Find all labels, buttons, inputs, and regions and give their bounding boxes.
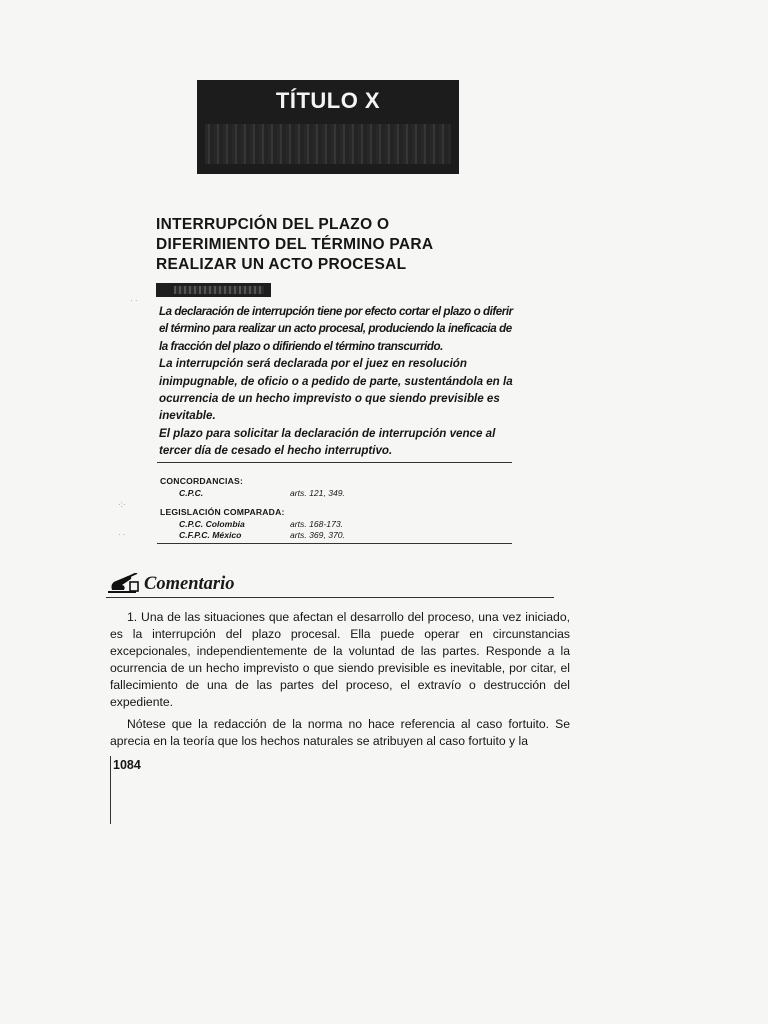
reference-row <box>160 530 510 541</box>
reference-row <box>160 488 510 499</box>
title-subtitle-illegible <box>205 124 451 164</box>
references-block <box>160 474 510 541</box>
divider-top <box>157 462 512 463</box>
heading-line: DIFERIMIENTO DEL TÉRMINO PARA <box>156 236 434 253</box>
chapter-heading <box>156 215 516 275</box>
article-number-illegible <box>174 286 264 294</box>
reference-code: C.P.C. <box>179 488 204 498</box>
comentario-underline <box>106 597 554 598</box>
title-block <box>197 80 459 174</box>
heading-line: REALIZAR UN ACTO PROCESAL <box>156 256 407 273</box>
reference-code: C.F.P.C. México <box>179 530 242 540</box>
writing-hand-icon <box>106 573 140 595</box>
reference-arts: arts. 168-173. <box>290 519 344 529</box>
title-text: TÍTULO X <box>275 88 381 113</box>
reference-arts: arts. 121, 349. <box>290 488 345 498</box>
article-number-bar <box>156 283 271 297</box>
commentary-paragraph: Nótese que la redacción de la norma no hace referencia al caso fortuito. Se aprecia en la teoría que los hechos naturales se atribuyen al caso fortuito y la <box>110 716 570 748</box>
concordancias-label: CONCORDANCIAS: <box>160 476 244 486</box>
reference-arts: arts. 369, 370. <box>290 530 345 540</box>
page-number-rule <box>110 756 111 824</box>
scan-artifact: · · <box>118 530 126 539</box>
page-number: 1084 <box>113 758 141 772</box>
reference-code: C.P.C. Colombia <box>179 519 245 529</box>
comentario-heading <box>106 572 554 598</box>
article-paragraph: La declaración de interrupción tiene por efecto cortar el plazo o diferir el término para realizar un acto procesal, produciendo la ineficacia de la fracción del plazo o difiriendo el término transcurrido. <box>159 305 513 353</box>
article-paragraph: El plazo para solicitar la declaración de interrupción vence al tercer día de cesado el hecho interruptivo. <box>159 426 496 458</box>
commentary-paragraph: 1. Una de las situaciones que afectan el desarrollo del proceso, una vez iniciado, es la interrupción del plazo procesal. Ella puede operar en circunstancias excepcionales, independientemente de la voluntad de las partes. Responde a la ocurrencia de un hecho imprevisto o que siendo previsible es inevitable, por citar, el fallecimiento de una de las partes del proceso, el extravío o destrucción del expediente. <box>110 610 570 710</box>
scan-artifact: · · <box>130 296 138 305</box>
divider-bottom <box>157 543 512 544</box>
article-paragraph: La interrupción será declarada por el juez en resolución inimpugnable, de oficio o a pedido de parte, sustentándola en la ocurrencia de un hecho imprevisto o que siendo previsible es inevitable. <box>159 357 513 423</box>
heading-line: INTERRUPCIÓN DEL PLAZO O <box>156 216 390 233</box>
article-text <box>159 303 513 460</box>
commentary-text <box>110 609 570 754</box>
scan-artifact: ·:· <box>118 500 126 509</box>
legislacion-label: LEGISLACIÓN COMPARADA: <box>160 507 285 517</box>
comentario-title: Comentario <box>144 574 235 594</box>
reference-row <box>160 519 510 530</box>
